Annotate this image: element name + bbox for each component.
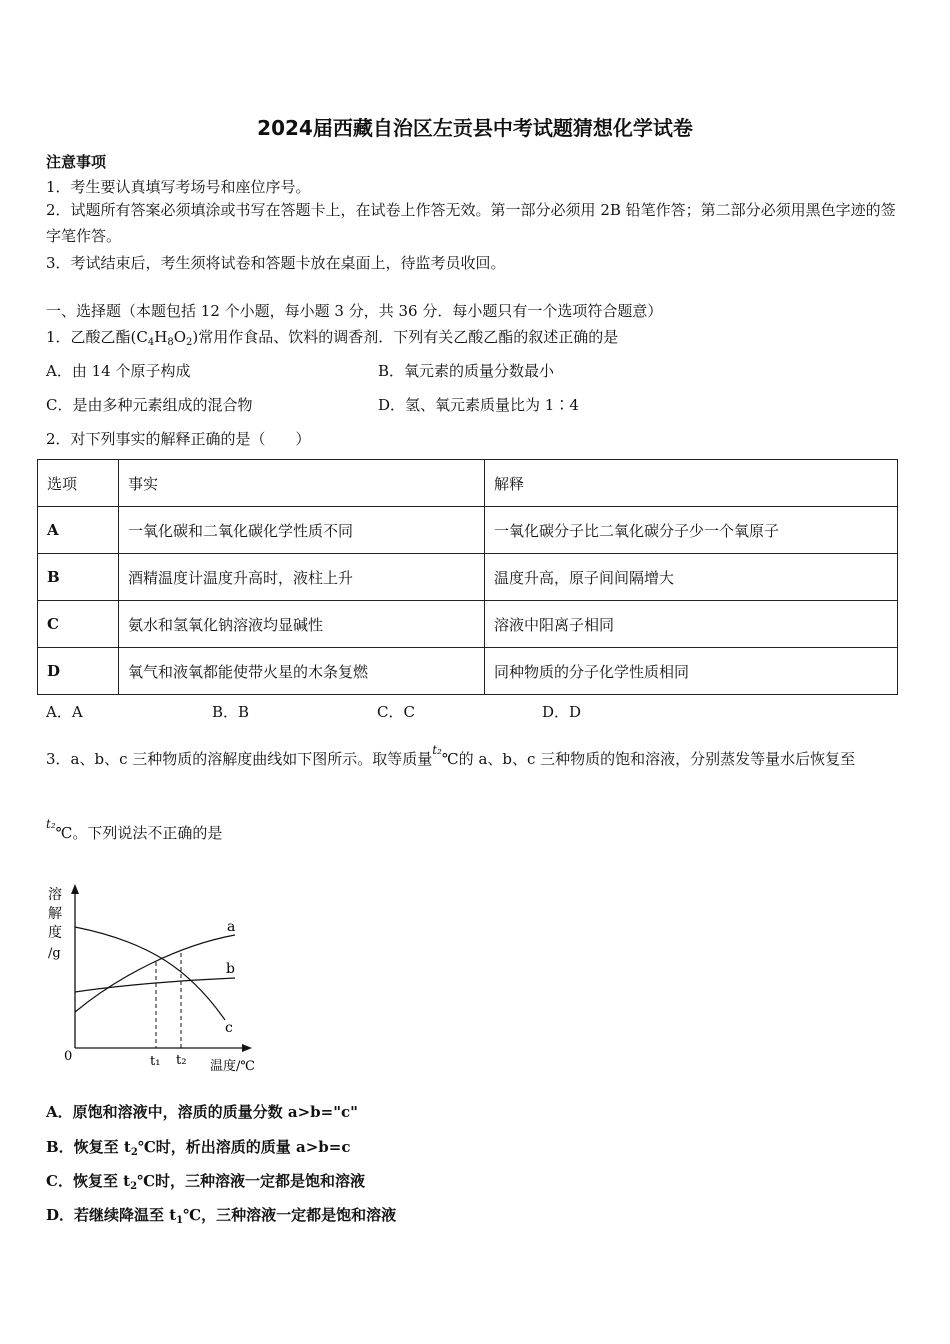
curve-a-label: a xyxy=(227,919,236,935)
table-header-cell: 事实 xyxy=(119,460,485,507)
table-cell: 同种物质的分子化学性质相同 xyxy=(485,648,898,695)
question-3-stem-cont: $^{t_2}$℃。下列说法不正确的是 xyxy=(46,817,223,842)
table-cell: D xyxy=(38,648,119,695)
table-header-row xyxy=(38,460,898,507)
t2-tick-label: t₂ xyxy=(176,1053,187,1068)
t2-formula-image: t₂ xyxy=(46,817,56,831)
question-1-stem: 1．乙酸乙酯$(C_4H_8O_2)$常用作食品、饮料的调香剂．下列有关乙酸乙酯的叙述正确的是 xyxy=(46,328,619,348)
table-cell: 氨水和氢氧化钠溶液均显碱性 xyxy=(119,601,485,648)
t1-tick-label: t₁ xyxy=(150,1054,161,1069)
curve-c xyxy=(75,927,225,1020)
q1-option-a: A．由 14 个原子构成 xyxy=(46,362,191,380)
q3-option-c: C．恢复至 $t_2℃$时，三种溶液一定都是饱和溶液 xyxy=(46,1172,366,1192)
q2-option-b: B．B xyxy=(212,703,250,721)
curve-c-label: c xyxy=(225,1020,233,1036)
q3-option-d: D．若继续降温至 $t_1℃$，三种溶液一定都是饱和溶液 xyxy=(46,1206,397,1226)
table-row xyxy=(38,648,898,695)
q2-option-d: D．D xyxy=(542,703,582,721)
table-header-cell: 解释 xyxy=(485,460,898,507)
q1-option-c: C．是由多种元素组成的混合物 xyxy=(46,396,253,414)
table-row xyxy=(38,601,898,648)
notice-item-3: 3．考试结束后，考生须将试卷和答题卡放在桌面上，待监考员收回。 xyxy=(46,254,506,272)
y-axis-arrow xyxy=(71,884,79,894)
curve-a xyxy=(75,935,235,1012)
ylabel-char: 解 xyxy=(48,906,62,922)
table-header-cell: 选项 xyxy=(38,460,119,507)
curve-b-label: b xyxy=(226,961,235,977)
table-cell: A xyxy=(38,507,119,554)
curve-b xyxy=(75,978,235,992)
table-cell: 一氧化碳分子比二氧化碳分子少一个氧原子 xyxy=(485,507,898,554)
section-heading: 一、选择题（本题包括 12 个小题，每小题 3 分，共 36 分．每小题只有一个选项符合题意） xyxy=(46,302,663,320)
table-cell: C xyxy=(38,601,119,648)
ylabel-char: 度 xyxy=(48,925,62,941)
table-cell: 温度升高，原子间间隔增大 xyxy=(485,554,898,601)
t2-formula-image: t₂ xyxy=(432,743,442,757)
table-cell: 溶液中阳离子相同 xyxy=(485,601,898,648)
page-title: 2024届西藏自治区左贡县中考试题猜想化学试卷 xyxy=(257,116,693,140)
q3-option-a: A．原饱和溶液中，溶质的质量分数 a>b="c" xyxy=(46,1103,358,1121)
question-3-stem: 3．a、b、c 三种物质的溶解度曲线如下图所示。取等质量$^{t_2}$℃的 a、b、c 三种物质的饱和溶液，分别蒸发等量水后恢复至 xyxy=(46,743,856,768)
table-row xyxy=(38,507,898,554)
facts-table xyxy=(37,459,898,695)
table-row xyxy=(38,554,898,601)
q3-option-b: B．恢复至 $t_2℃$时，析出溶质的质量 a>b=c xyxy=(46,1138,351,1158)
table-cell: 一氧化碳和二氧化碳化学性质不同 xyxy=(119,507,485,554)
table-cell: B xyxy=(38,554,119,601)
notice-heading: 注意事项 xyxy=(46,153,107,171)
solubility-graph xyxy=(40,880,280,1080)
q2-option-a: A．A xyxy=(46,703,83,721)
ylabel-char: /g xyxy=(48,946,61,961)
question-2-stem: 2．对下列事实的解释正确的是（ ） xyxy=(46,430,311,448)
x-axis-arrow xyxy=(242,1044,252,1052)
ylabel-char: 溶 xyxy=(48,887,62,903)
q1-option-d: D．氢、氧元素质量比为 1∶4 xyxy=(378,396,579,414)
q2-option-c: C．C xyxy=(377,703,415,721)
notice-item-1: 1．考生要认真填写考场号和座位序号。 xyxy=(46,178,311,196)
q1-option-b: B．氧元素的质量分数最小 xyxy=(378,362,555,380)
table-cell: 氧气和液氧都能使带火星的木条复燃 xyxy=(119,648,485,695)
table-cell: 酒精温度计温度升高时，液柱上升 xyxy=(119,554,485,601)
origin-label: 0 xyxy=(64,1049,73,1064)
xlabel: 温度/℃ xyxy=(210,1059,255,1074)
notice-item-2: 2．试题所有答案必须填涂或书写在答题卡上，在试卷上作答无效。第一部分必须用 2B 铅笔作答；第二部分必须用黑色字迹的签字笔作答。 xyxy=(46,201,896,245)
